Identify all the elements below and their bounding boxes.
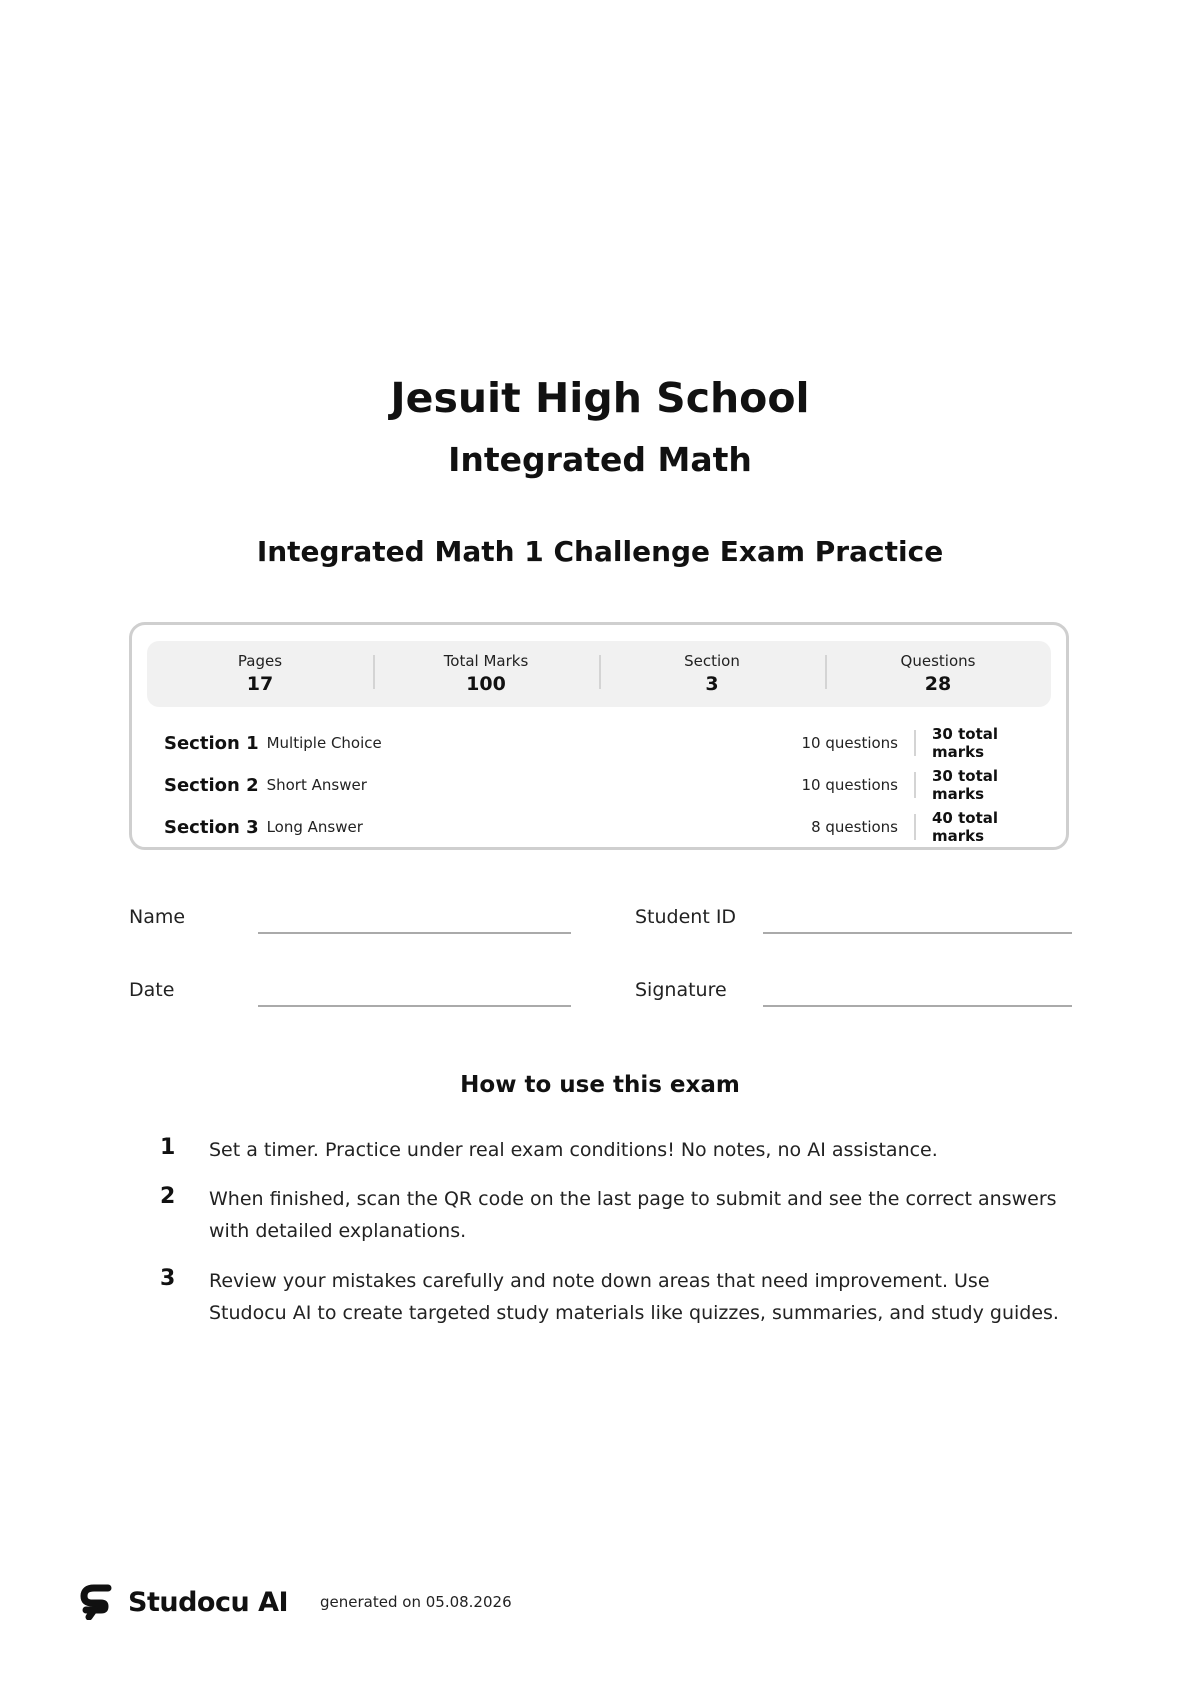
date-label: Date [129, 979, 175, 1001]
stat-label: Questions [900, 652, 976, 670]
brand-name: Studocu AI [128, 1586, 289, 1618]
step-item-3 [160, 1265, 1060, 1329]
step-text: Review your mistakes carefully and note down areas that need improvement. Use Studocu AI to create targeted study materials like quizzes, summaries, and study guides. [209, 1270, 1059, 1324]
name-label: Name [129, 906, 186, 928]
stat-label: Pages [237, 652, 283, 670]
footer [80, 1584, 512, 1620]
section-questions: 10 questions [802, 730, 916, 756]
section-name: Section 1 [164, 732, 259, 754]
step-text: Set a timer. Practice under real exam conditions! No notes, no AI assistance. [209, 1139, 938, 1161]
step-text: When finished, scan the QR code on the last page to submit and see the correct answers with detailed explanations. [209, 1188, 1057, 1242]
step-number: 2 [160, 1184, 176, 1209]
step-item-1 [160, 1134, 1060, 1166]
stats-bar [147, 641, 1051, 707]
stat-value: 28 [924, 673, 952, 695]
section-marks: 30 total marks [932, 725, 999, 761]
section-row-1 [164, 725, 1044, 761]
student-id-field[interactable] [763, 932, 1072, 934]
stat-section [599, 651, 825, 697]
stat-label: Section [684, 652, 740, 670]
stat-questions [825, 651, 1051, 697]
stat-value: 100 [466, 673, 506, 695]
student-id-label: Student ID [635, 906, 737, 928]
section-questions: 8 questions [811, 814, 916, 840]
stat-value: 3 [705, 673, 719, 695]
date-field[interactable] [258, 1005, 571, 1007]
school-title: Jesuit High School [390, 374, 810, 422]
section-row-3 [164, 809, 1044, 845]
exam-info-card [129, 622, 1069, 850]
step-item-2 [160, 1183, 1060, 1247]
section-type: Short Answer [266, 776, 367, 794]
generated-date: generated on 05.08.2026 [320, 1593, 512, 1611]
step-number: 1 [160, 1135, 176, 1160]
step-number: 3 [160, 1266, 176, 1291]
section-type: Multiple Choice [266, 734, 382, 752]
how-to-title: How to use this exam [460, 1072, 740, 1098]
signature-field[interactable] [763, 1005, 1072, 1007]
name-field[interactable] [258, 932, 571, 934]
stat-total-marks [373, 651, 599, 697]
subject-title: Integrated Math [448, 440, 752, 479]
stat-label: Total Marks [443, 652, 529, 670]
section-row-2 [164, 767, 1044, 803]
section-questions: 10 questions [802, 772, 916, 798]
stat-value: 17 [246, 673, 274, 695]
stat-pages [147, 651, 373, 697]
section-marks: 30 total marks [932, 767, 999, 803]
section-name: Section 3 [164, 816, 259, 838]
section-name: Section 2 [164, 774, 259, 796]
signature-label: Signature [635, 979, 727, 1001]
section-type: Long Answer [266, 818, 363, 836]
studocu-logo-icon [80, 1584, 114, 1620]
section-marks: 40 total marks [932, 809, 999, 845]
exam-title: Integrated Math 1 Challenge Exam Practice [256, 535, 944, 568]
